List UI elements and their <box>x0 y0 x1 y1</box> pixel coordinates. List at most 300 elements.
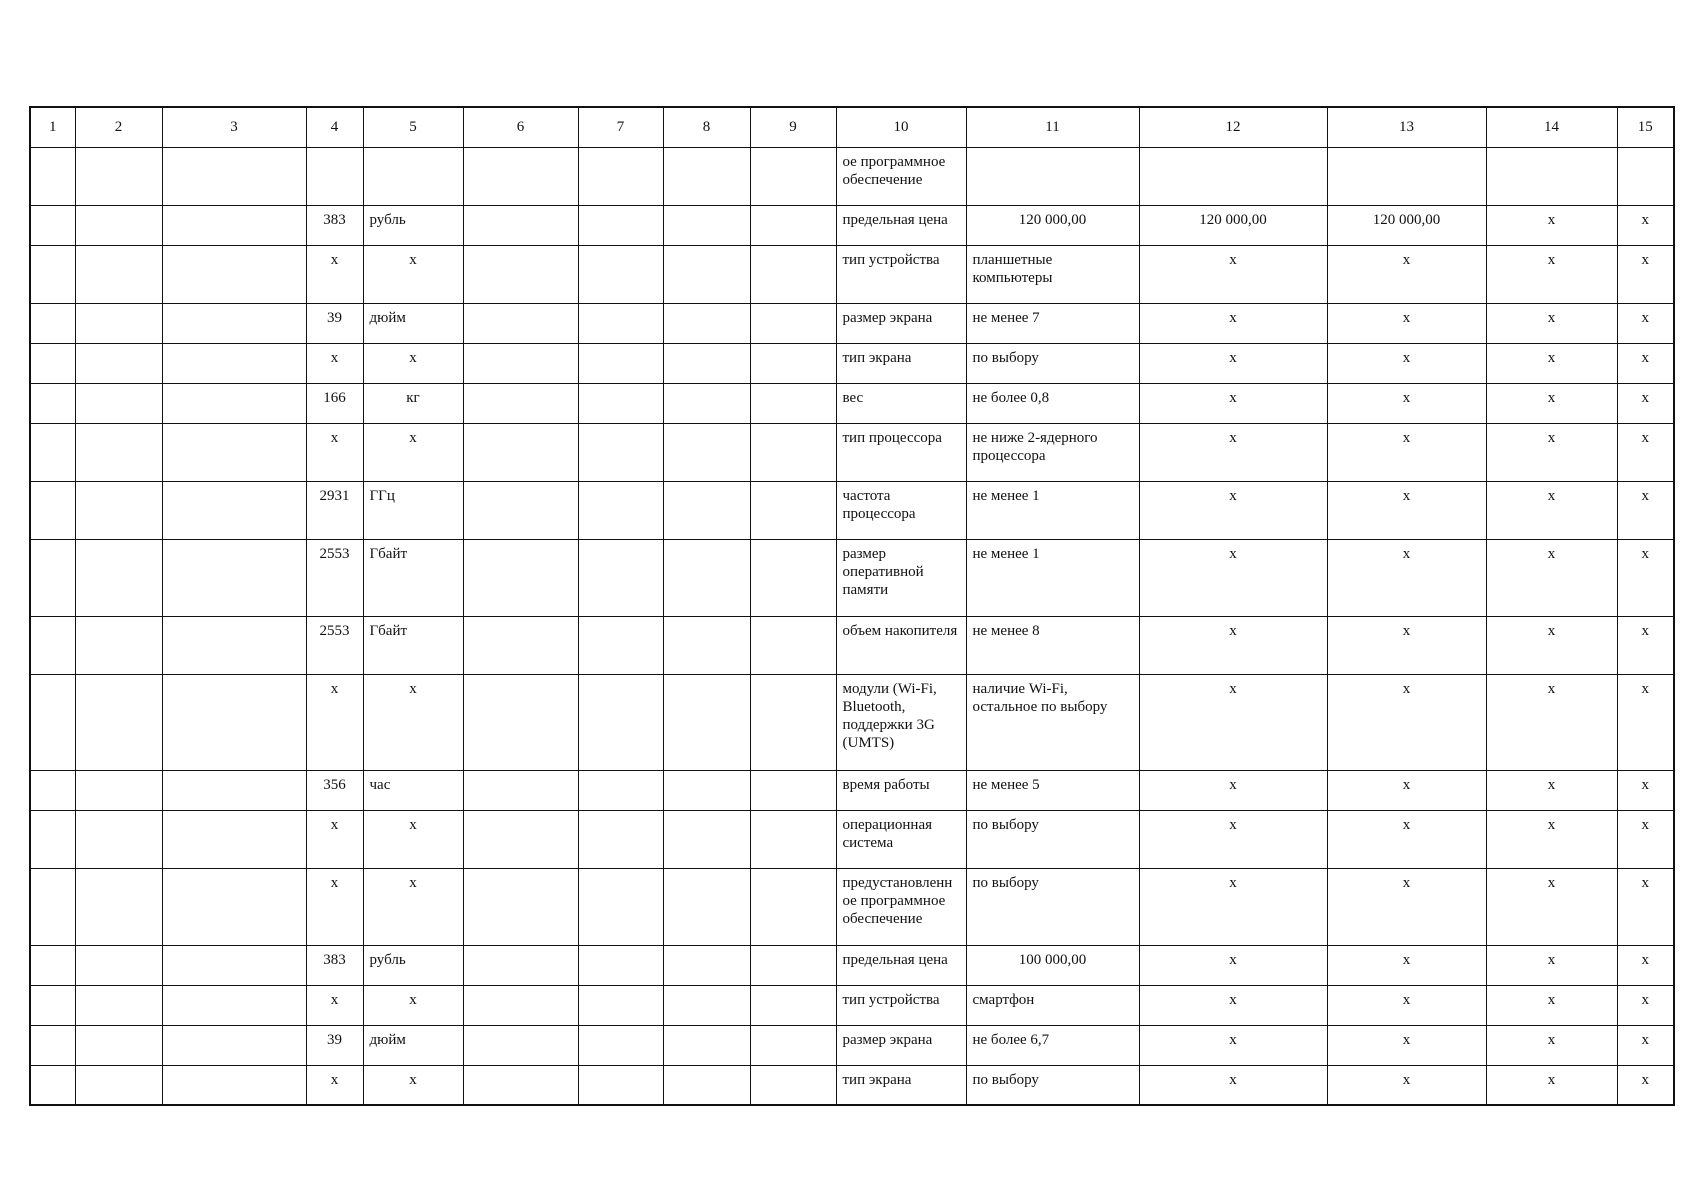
col9-cell <box>750 245 836 303</box>
col9-cell <box>750 985 836 1025</box>
characteristic-cell: тип экрана <box>836 343 966 383</box>
col13-cell: x <box>1327 945 1486 985</box>
code-cell: 383 <box>306 945 363 985</box>
col12-cell: x <box>1139 423 1327 481</box>
col2-cell <box>75 1025 162 1065</box>
col2-cell <box>75 205 162 245</box>
value-cell: 120 000,00 <box>966 205 1139 245</box>
col12-cell: x <box>1139 770 1327 810</box>
col7-cell <box>578 770 663 810</box>
col12-cell: x <box>1139 1065 1327 1105</box>
col7-cell <box>578 868 663 945</box>
header-cell: 9 <box>750 107 836 147</box>
col7-cell <box>578 945 663 985</box>
col13-cell: x <box>1327 810 1486 868</box>
col8-cell <box>663 383 750 423</box>
col2-cell <box>75 245 162 303</box>
characteristic-cell: вес <box>836 383 966 423</box>
col3-cell <box>162 303 306 343</box>
unit-cell: рубль <box>363 205 463 245</box>
table-row <box>30 810 1674 868</box>
code-cell: 2553 <box>306 539 363 616</box>
col1-cell <box>30 1025 75 1065</box>
col7-cell <box>578 147 663 205</box>
value-cell: наличие Wi-Fi, остальное по выбору <box>966 674 1139 770</box>
col15-cell: x <box>1617 985 1674 1025</box>
col6-cell <box>463 868 578 945</box>
unit-cell: дюйм <box>363 1025 463 1065</box>
value-cell: не более 0,8 <box>966 383 1139 423</box>
unit-cell: ГГц <box>363 481 463 539</box>
col8-cell <box>663 770 750 810</box>
code-cell: x <box>306 1065 363 1105</box>
table-row <box>30 985 1674 1025</box>
col8-cell <box>663 810 750 868</box>
value-cell: не более 6,7 <box>966 1025 1139 1065</box>
characteristic-cell: объем накопителя <box>836 616 966 674</box>
unit-cell: Гбайт <box>363 539 463 616</box>
col12-cell: x <box>1139 481 1327 539</box>
col1-cell <box>30 343 75 383</box>
header-cell: 12 <box>1139 107 1327 147</box>
col8-cell <box>663 343 750 383</box>
col6-cell <box>463 539 578 616</box>
col1-cell <box>30 674 75 770</box>
col3-cell <box>162 383 306 423</box>
col13-cell: x <box>1327 1025 1486 1065</box>
col8-cell <box>663 539 750 616</box>
header-cell: 6 <box>463 107 578 147</box>
col1-cell <box>30 303 75 343</box>
col1-cell <box>30 770 75 810</box>
col3-cell <box>162 343 306 383</box>
col13-cell: x <box>1327 1065 1486 1105</box>
table-row <box>30 147 1674 205</box>
col2-cell <box>75 343 162 383</box>
characteristic-cell: время работы <box>836 770 966 810</box>
characteristic-cell: предустановленн ое программное обеспечение <box>836 868 966 945</box>
col2-cell <box>75 423 162 481</box>
col1-cell <box>30 1065 75 1105</box>
col9-cell <box>750 945 836 985</box>
col2-cell <box>75 985 162 1025</box>
col8-cell <box>663 674 750 770</box>
header-cell: 8 <box>663 107 750 147</box>
col1-cell <box>30 481 75 539</box>
col14-cell: x <box>1486 1065 1617 1105</box>
col12-cell <box>1139 147 1327 205</box>
unit-cell: x <box>363 674 463 770</box>
header-cell: 2 <box>75 107 162 147</box>
col8-cell <box>663 1065 750 1105</box>
col15-cell: x <box>1617 674 1674 770</box>
characteristic-cell: размер оперативной памяти <box>836 539 966 616</box>
col14-cell: x <box>1486 985 1617 1025</box>
col12-cell: x <box>1139 303 1327 343</box>
unit-cell: Гбайт <box>363 616 463 674</box>
col3-cell <box>162 770 306 810</box>
col14-cell: x <box>1486 770 1617 810</box>
col7-cell <box>578 245 663 303</box>
table-row <box>30 383 1674 423</box>
characteristic-cell: тип устройства <box>836 985 966 1025</box>
col15-cell: x <box>1617 770 1674 810</box>
col12-cell: x <box>1139 616 1327 674</box>
characteristic-cell: операционная система <box>836 810 966 868</box>
header-row <box>30 107 1674 147</box>
table-row <box>30 674 1674 770</box>
table-row <box>30 770 1674 810</box>
col6-cell <box>463 205 578 245</box>
col8-cell <box>663 423 750 481</box>
col13-cell: x <box>1327 303 1486 343</box>
col3-cell <box>162 1025 306 1065</box>
col14-cell: x <box>1486 205 1617 245</box>
characteristic-cell: размер экрана <box>836 303 966 343</box>
col12-cell: x <box>1139 539 1327 616</box>
col3-cell <box>162 868 306 945</box>
col12-cell: 120 000,00 <box>1139 205 1327 245</box>
value-cell: не менее 1 <box>966 539 1139 616</box>
col1-cell <box>30 945 75 985</box>
col3-cell <box>162 481 306 539</box>
col13-cell: x <box>1327 616 1486 674</box>
col9-cell <box>750 383 836 423</box>
col1-cell <box>30 147 75 205</box>
unit-cell: час <box>363 770 463 810</box>
col15-cell: x <box>1617 868 1674 945</box>
value-cell: смартфон <box>966 985 1139 1025</box>
table-row <box>30 205 1674 245</box>
header-cell: 15 <box>1617 107 1674 147</box>
col9-cell <box>750 423 836 481</box>
col6-cell <box>463 303 578 343</box>
header-cell: 7 <box>578 107 663 147</box>
col3-cell <box>162 539 306 616</box>
unit-cell: дюйм <box>363 303 463 343</box>
col2-cell <box>75 147 162 205</box>
characteristic-cell: тип устройства <box>836 245 966 303</box>
header-cell: 3 <box>162 107 306 147</box>
col12-cell: x <box>1139 383 1327 423</box>
col7-cell <box>578 205 663 245</box>
col14-cell: x <box>1486 616 1617 674</box>
col9-cell <box>750 539 836 616</box>
col13-cell: x <box>1327 481 1486 539</box>
header-cell: 13 <box>1327 107 1486 147</box>
col3-cell <box>162 810 306 868</box>
col14-cell: x <box>1486 868 1617 945</box>
col6-cell <box>463 1065 578 1105</box>
col3-cell <box>162 985 306 1025</box>
col7-cell <box>578 423 663 481</box>
col2-cell <box>75 616 162 674</box>
col6-cell <box>463 343 578 383</box>
col6-cell <box>463 945 578 985</box>
col14-cell: x <box>1486 423 1617 481</box>
col6-cell <box>463 147 578 205</box>
unit-cell: кг <box>363 383 463 423</box>
value-cell: 100 000,00 <box>966 945 1139 985</box>
unit-cell: x <box>363 810 463 868</box>
col8-cell <box>663 303 750 343</box>
table-row <box>30 1025 1674 1065</box>
header-cell: 14 <box>1486 107 1617 147</box>
characteristic-cell: ое программное обеспечение <box>836 147 966 205</box>
col14-cell: x <box>1486 343 1617 383</box>
col14-cell: x <box>1486 481 1617 539</box>
code-cell: 39 <box>306 303 363 343</box>
code-cell: x <box>306 423 363 481</box>
col6-cell <box>463 423 578 481</box>
col12-cell: x <box>1139 810 1327 868</box>
unit-cell: x <box>363 423 463 481</box>
col15-cell: x <box>1617 423 1674 481</box>
code-cell: x <box>306 868 363 945</box>
col7-cell <box>578 539 663 616</box>
col9-cell <box>750 674 836 770</box>
value-cell: не менее 7 <box>966 303 1139 343</box>
table-row <box>30 343 1674 383</box>
col6-cell <box>463 383 578 423</box>
header-cell: 1 <box>30 107 75 147</box>
col7-cell <box>578 810 663 868</box>
col2-cell <box>75 303 162 343</box>
table-body <box>30 107 1674 1105</box>
col1-cell <box>30 985 75 1025</box>
col15-cell: x <box>1617 205 1674 245</box>
col3-cell <box>162 1065 306 1105</box>
col3-cell <box>162 945 306 985</box>
col14-cell: x <box>1486 810 1617 868</box>
col12-cell: x <box>1139 945 1327 985</box>
code-cell: x <box>306 985 363 1025</box>
col7-cell <box>578 303 663 343</box>
code-cell: 2553 <box>306 616 363 674</box>
col7-cell <box>578 343 663 383</box>
col3-cell <box>162 205 306 245</box>
col9-cell <box>750 303 836 343</box>
col7-cell <box>578 383 663 423</box>
col1-cell <box>30 616 75 674</box>
col14-cell: x <box>1486 539 1617 616</box>
unit-cell <box>363 147 463 205</box>
characteristic-cell: тип экрана <box>836 1065 966 1105</box>
col13-cell <box>1327 147 1486 205</box>
col15-cell: x <box>1617 383 1674 423</box>
col15-cell: x <box>1617 945 1674 985</box>
col14-cell: x <box>1486 945 1617 985</box>
col8-cell <box>663 481 750 539</box>
col9-cell <box>750 616 836 674</box>
col13-cell: x <box>1327 245 1486 303</box>
col13-cell: x <box>1327 868 1486 945</box>
table-row <box>30 423 1674 481</box>
col15-cell: x <box>1617 245 1674 303</box>
col9-cell <box>750 147 836 205</box>
table-row <box>30 868 1674 945</box>
col8-cell <box>663 868 750 945</box>
col8-cell <box>663 985 750 1025</box>
code-cell: x <box>306 245 363 303</box>
code-cell: x <box>306 343 363 383</box>
col1-cell <box>30 205 75 245</box>
col14-cell: x <box>1486 1025 1617 1065</box>
col12-cell: x <box>1139 245 1327 303</box>
code-cell: 39 <box>306 1025 363 1065</box>
col2-cell <box>75 770 162 810</box>
col9-cell <box>750 1065 836 1105</box>
header-cell: 10 <box>836 107 966 147</box>
col13-cell: x <box>1327 674 1486 770</box>
col1-cell <box>30 245 75 303</box>
col15-cell: x <box>1617 1065 1674 1105</box>
col15-cell: x <box>1617 539 1674 616</box>
code-cell: 2931 <box>306 481 363 539</box>
col9-cell <box>750 205 836 245</box>
col8-cell <box>663 1025 750 1065</box>
code-cell: x <box>306 674 363 770</box>
col6-cell <box>463 616 578 674</box>
code-cell: 356 <box>306 770 363 810</box>
col9-cell <box>750 481 836 539</box>
spec-table <box>29 106 1675 1106</box>
col12-cell: x <box>1139 674 1327 770</box>
col3-cell <box>162 147 306 205</box>
unit-cell: рубль <box>363 945 463 985</box>
table-row <box>30 245 1674 303</box>
table-row <box>30 481 1674 539</box>
col8-cell <box>663 616 750 674</box>
table-row <box>30 945 1674 985</box>
unit-cell: x <box>363 985 463 1025</box>
col6-cell <box>463 245 578 303</box>
col2-cell <box>75 481 162 539</box>
col15-cell <box>1617 147 1674 205</box>
table-row <box>30 1065 1674 1105</box>
value-cell <box>966 147 1139 205</box>
col6-cell <box>463 481 578 539</box>
col12-cell: x <box>1139 868 1327 945</box>
col8-cell <box>663 945 750 985</box>
col2-cell <box>75 945 162 985</box>
col7-cell <box>578 481 663 539</box>
col12-cell: x <box>1139 343 1327 383</box>
header-cell: 5 <box>363 107 463 147</box>
unit-cell: x <box>363 868 463 945</box>
col9-cell <box>750 343 836 383</box>
col13-cell: x <box>1327 423 1486 481</box>
col1-cell <box>30 539 75 616</box>
characteristic-cell: предельная цена <box>836 945 966 985</box>
col6-cell <box>463 770 578 810</box>
col15-cell: x <box>1617 343 1674 383</box>
characteristic-cell: частота процессора <box>836 481 966 539</box>
col3-cell <box>162 674 306 770</box>
code-cell: 166 <box>306 383 363 423</box>
col12-cell: x <box>1139 985 1327 1025</box>
col15-cell: x <box>1617 1025 1674 1065</box>
unit-cell: x <box>363 245 463 303</box>
characteristic-cell: модули (Wi-Fi, Bluetooth, поддержки 3G (UMTS) <box>836 674 966 770</box>
code-cell: x <box>306 810 363 868</box>
col2-cell <box>75 539 162 616</box>
value-cell: по выбору <box>966 1065 1139 1105</box>
col2-cell <box>75 1065 162 1105</box>
col6-cell <box>463 1025 578 1065</box>
col1-cell <box>30 810 75 868</box>
col1-cell <box>30 383 75 423</box>
unit-cell: x <box>363 1065 463 1105</box>
col9-cell <box>750 770 836 810</box>
unit-cell: x <box>363 343 463 383</box>
value-cell: не менее 8 <box>966 616 1139 674</box>
col14-cell: x <box>1486 674 1617 770</box>
code-cell: 383 <box>306 205 363 245</box>
value-cell: не менее 5 <box>966 770 1139 810</box>
col13-cell: x <box>1327 539 1486 616</box>
col2-cell <box>75 674 162 770</box>
col7-cell <box>578 674 663 770</box>
col3-cell <box>162 616 306 674</box>
col8-cell <box>663 245 750 303</box>
col7-cell <box>578 1025 663 1065</box>
col13-cell: x <box>1327 985 1486 1025</box>
col7-cell <box>578 1065 663 1105</box>
col15-cell: x <box>1617 481 1674 539</box>
col7-cell <box>578 985 663 1025</box>
header-cell: 11 <box>966 107 1139 147</box>
value-cell: по выбору <box>966 343 1139 383</box>
col13-cell: x <box>1327 383 1486 423</box>
col3-cell <box>162 423 306 481</box>
table-row <box>30 303 1674 343</box>
col9-cell <box>750 1025 836 1065</box>
col14-cell: x <box>1486 303 1617 343</box>
col14-cell <box>1486 147 1617 205</box>
col9-cell <box>750 868 836 945</box>
col14-cell: x <box>1486 245 1617 303</box>
col13-cell: x <box>1327 770 1486 810</box>
col14-cell: x <box>1486 383 1617 423</box>
col9-cell <box>750 810 836 868</box>
col2-cell <box>75 383 162 423</box>
col12-cell: x <box>1139 1025 1327 1065</box>
value-cell: по выбору <box>966 868 1139 945</box>
table-row <box>30 539 1674 616</box>
characteristic-cell: размер экрана <box>836 1025 966 1065</box>
col7-cell <box>578 616 663 674</box>
col2-cell <box>75 868 162 945</box>
table-row <box>30 616 1674 674</box>
col13-cell: 120 000,00 <box>1327 205 1486 245</box>
col2-cell <box>75 810 162 868</box>
col15-cell: x <box>1617 810 1674 868</box>
col8-cell <box>663 205 750 245</box>
value-cell: не ниже 2-ядерного процессора <box>966 423 1139 481</box>
col15-cell: x <box>1617 616 1674 674</box>
header-cell: 4 <box>306 107 363 147</box>
col15-cell: x <box>1617 303 1674 343</box>
code-cell <box>306 147 363 205</box>
characteristic-cell: тип процессора <box>836 423 966 481</box>
col8-cell <box>663 147 750 205</box>
value-cell: планшетные компьютеры <box>966 245 1139 303</box>
col1-cell <box>30 868 75 945</box>
col6-cell <box>463 985 578 1025</box>
col3-cell <box>162 245 306 303</box>
value-cell: по выбору <box>966 810 1139 868</box>
